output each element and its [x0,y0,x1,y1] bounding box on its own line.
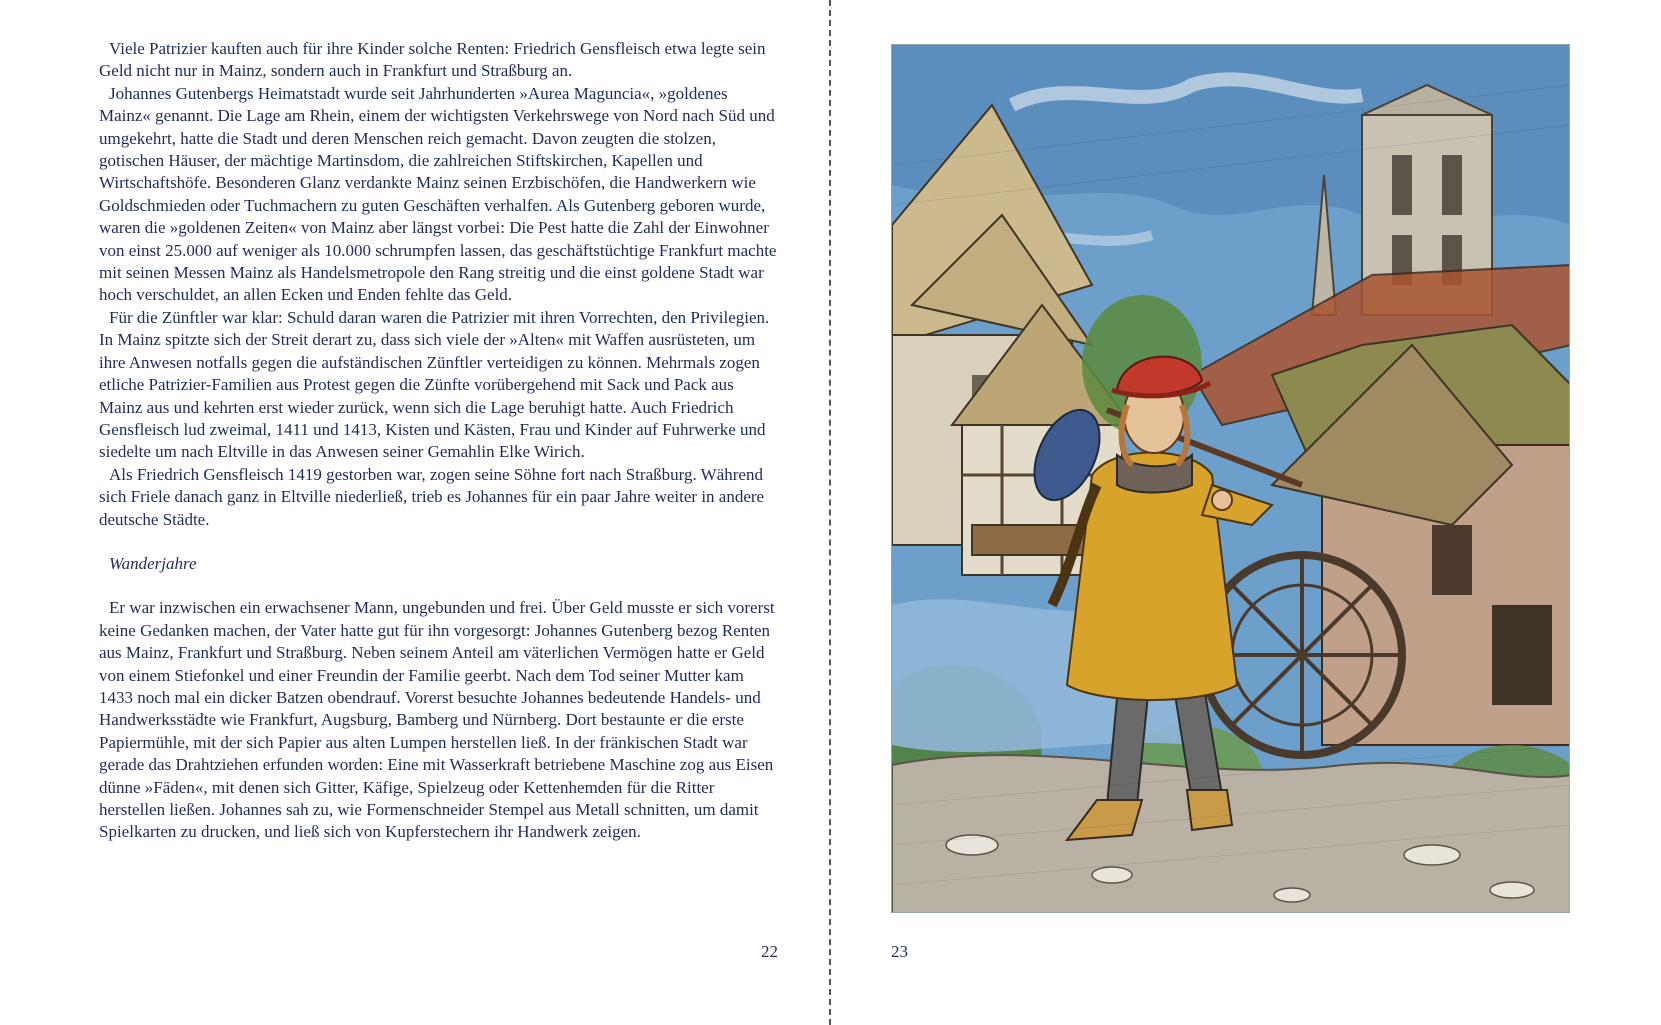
paragraph: Viele Patrizier kauften auch für ihre Kinder solche Renten: Friedrich Gensfleisch etwa legte sein Geld nicht nur in Mainz, sondern auch in Frankfurt und Straßburg an. [99,39,766,81]
body-text [99,38,781,844]
page-number-left: 22 [761,942,778,961]
section-heading: Wanderjahre [109,553,197,573]
page-number-right: 23 [891,942,908,961]
illustration [891,44,1570,913]
paragraph: Johannes Gutenbergs Heimatstadt wurde seit Jahrhunderten »Aurea Maguncia«, »goldenes Mainz« genannt. Die Lage am Rhein, einem der wichtigsten Verkehrswege von Nord nach Süd und umgekehrt, hatte die Stadt und deren Menschen reich gemacht. Davon zeugten die stolzen, gotischen Häuser, der mächtige Martinsdom, die zahlreichen Stiftskirchen, Kapellen und Wirtschaftshöfe. Besonderen Glanz verdankte Mainz seinen Erzbischöfen, die Handwerkern wie Goldschmieden oder Tuchmachern zu guten Geschäften verhalfen. Als Gutenberg geboren wurde, waren die »goldenen Zeiten« von Mainz aber längst vorbei: Die Pest hatte die Zahl der Einwohner von einst 25.000 auf weniger als 10.000 schrumpfen lassen, das geschäftstüchtige Frankfurt machte mit seinen Messen Mainz als Handelsmetropole den Rang streitig und die einst goldene Stadt war hoch verschuldet, an allen Ecken und Enden fehlte das Geld. [99,83,777,305]
right-page [831,0,1661,1025]
paragraph: Er war inzwischen ein erwachsener Mann, ungebunden und frei. Über Geld musste er sich vorerst keine Gedanken machen, der Vater hatte gut für ihn vorgesorgt: Johannes Gutenberg bezog Renten aus Mainz, Frankfurt und Straßburg. Neben seinem Anteil am väterlichen Vermögen hatte er Geld von einem Stiefonkel und einer Freundin der Familie geerbt. Nach dem Tod seiner Mutter kam 1433 noch mal ein dicker Batzen obendrauf. Vorerst besuchte Johannes bedeutende Handels- und Handwerksstädte wie Frankfurt, Augsburg, Bamberg und Nürnberg. Dort bestaunte er die erste Papiermühle, mit der sich Papier aus alten Lumpen herstellen ließ. In der fränkischen Stadt war gerade das Drahtziehen erfunden worden: Eine mit Wasserkraft betriebene Maschine zog aus Eisen dünne »Fäden«, mit denen sich Gitter, Käfige, Spielzeug oder Kettenhemden für die Ritter herstellen ließen. Johannes sah zu, wie Formenschneider Stempel aus Metall schnitten, um damit Spielkarten zu drucken, und ließ sich von Kupferstechern ihr Handwerk zeigen. [99,598,775,842]
paragraph: Für die Zünftler war klar: Schuld daran waren die Patrizier mit ihren Vorrechten, den Privilegien. In Mainz spitzte sich der Streit derart zu, dass sich viele der »Alten« mit Waffen ausrüsteten, um ihre Anwesen notfalls gegen die aufständischen Zünftler verteidigen zu können. Mehrmals zogen etliche Patrizier-Familien aus Protest gegen die Zünfte vorübergehend mit Sack und Pack aus Mainz aus und kehrten erst wieder zurück, wenn sich die Lage beruhigt hatte. Auch Friedrich Gensfleisch lud zweimal, 1411 und 1413, Kisten und Kästen, Frau und Kinder auf Fuhrwerke und siedelte um nach Eltville in das Anwesen seiner Gemahlin Elke Wirich. [99,307,770,462]
illustration-drawing [892,45,1570,913]
left-page [0,0,830,1025]
paragraph: Als Friedrich Gensfleisch 1419 gestorben war, zogen seine Söhne fort nach Straßburg. Während sich Friele danach ganz in Eltville niederließ, trieb es Johannes für ein paar Jahre weiter in andere deutsche Städte. [99,464,765,529]
